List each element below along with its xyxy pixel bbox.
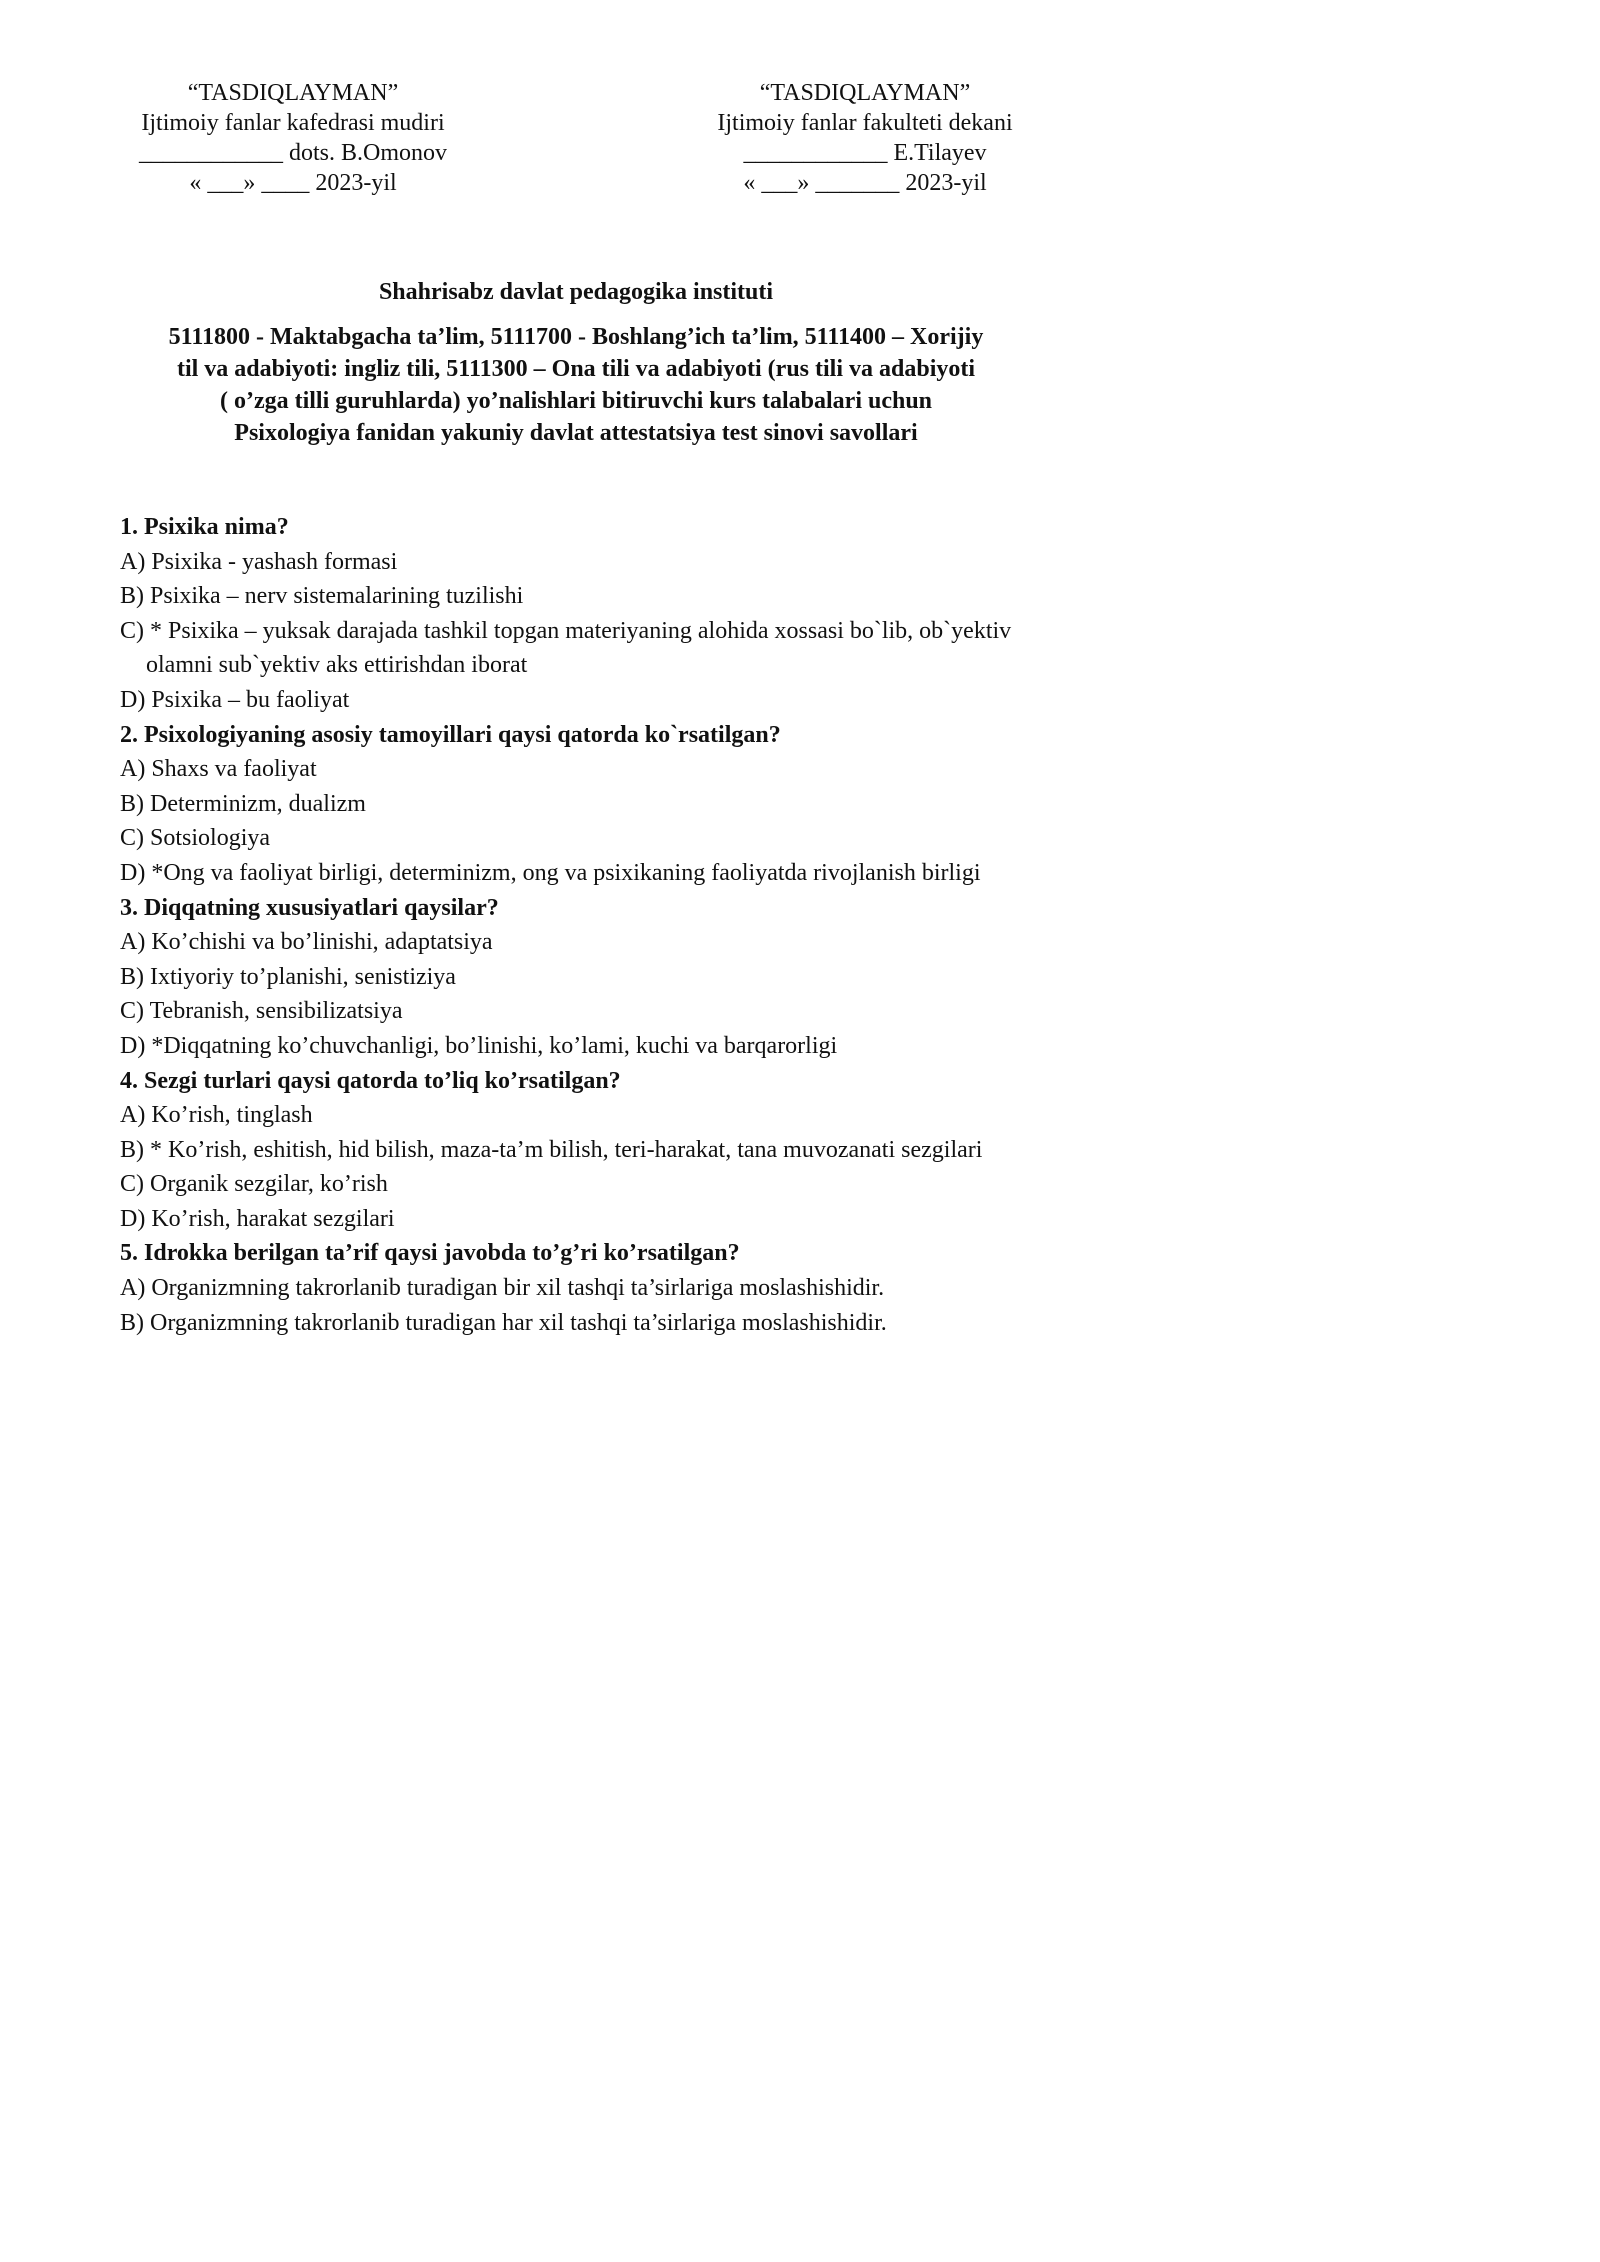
question-text: 1. Psixika nima? [120, 514, 289, 540]
question-text: 4. Sezgi turlari qaysi qatorda to’liq ko’rsatilgan? [120, 1067, 621, 1094]
approval-block-left [118, 78, 468, 198]
answer-option-correct: D) *Diqqatning ko’chuvchanligi, bo’linishi, ko’lami, kuchi va barqarorligi [120, 1032, 838, 1059]
title-line: Psixologiya fanidan yakuniy davlat attestatsiya test sinovi savollari [234, 420, 918, 446]
answer-option: C) Organik sezgilar, ko’rish [120, 1171, 388, 1198]
answer-option: B) Psixika – nerv sistemalarining tuzilishi [120, 583, 524, 610]
answer-option: C) Tebranish, sensibilizatsiya [120, 998, 403, 1025]
answer-option: B) Organizmning takrorlanib turadigan har xil tashqi ta’sirlariga moslashishidir. [120, 1309, 887, 1336]
document-title [120, 321, 1032, 449]
title-line: til va adabiyoti: ingliz tili, 5111300 – Ona tili va adabiyoti (rus tili va adabiyoti [176, 356, 976, 382]
answer-option-correct: D) *Ong va faoliyat birligi, determinizm, ong va psixikaning faoliyatda rivojlanish birligi [120, 859, 981, 886]
institute-name: Shahrisabz davlat pedagogika instituti [378, 279, 774, 305]
question-text: 3. Diqqatning xususiyatlari qaysilar? [120, 894, 499, 921]
question-text: 2. Psixologiyaning asosiy tamoyillari qaysi qatorda ko`rsatilgan? [120, 721, 781, 748]
approval-date: « ___» _______ 2023-yil [743, 170, 987, 196]
answer-option: A) Psixika - yashash formasi [120, 548, 398, 575]
answer-option: A) Ko’rish, tinglash [120, 1102, 313, 1129]
document-page [0, 0, 1100, 1557]
title-line: ( o’zga tilli guruhlarda) yo’nalishlari bitiruvchi kurs talabalari uchun [219, 388, 933, 414]
answer-option: B) Ixtiyoriy to’planishi, senistiziya [120, 963, 456, 990]
answer-option: D) Ko’rish, harakat sezgilari [120, 1205, 395, 1232]
approval-signature: ____________ dots. B.Omonov [138, 140, 447, 166]
answer-option-correct: C) * Psixika – yuksak darajada tashkil topgan materiyaning alohida xossasi bo`lib, ob`yektiv olamni sub`yektiv aks ettirishdan iborat [120, 617, 1012, 679]
approval-signature: ____________ E.Tilayev [743, 140, 987, 166]
answer-option: A) Organizmning takrorlanib turadigan bir xil tashqi ta’sirlariga moslashishidir. [120, 1275, 885, 1302]
question-text: 5. Idrokka berilgan ta’rif qaysi javobda to’g’ri ko’rsatilgan? [120, 1240, 740, 1267]
approval-block-right [700, 78, 1030, 198]
answer-option: A) Shaxs va faoliyat [120, 756, 317, 783]
answer-option-correct: B) * Ko’rish, eshitish, hid bilish, maza-ta’m bilish, teri-harakat, tana muvozanati sezgilari [120, 1136, 983, 1163]
question-list [120, 510, 1020, 1340]
answer-option: B) Determinizm, dualizm [120, 790, 366, 817]
answer-option: A) Ko’chishi va bo’linishi, adaptatsiya [120, 929, 493, 956]
answer-option: D) Psixika – bu faoliyat [120, 686, 350, 713]
approval-title: “TASDIQLAYMAN” [187, 80, 399, 106]
approval-position: Ijtimoiy fanlar kafedrasi mudiri [141, 110, 445, 136]
approval-date: « ___» ____ 2023-yil [189, 170, 397, 196]
title-line: 5111800 - Maktabgacha ta’lim, 5111700 - Boshlang’ich ta’lim, 5111400 – Xorijiy [168, 324, 984, 350]
approval-title: “TASDIQLAYMAN” [759, 80, 971, 106]
answer-option: C) Sotsiologiya [120, 825, 271, 852]
approval-position: Ijtimoiy fanlar fakulteti dekani [717, 110, 1013, 136]
